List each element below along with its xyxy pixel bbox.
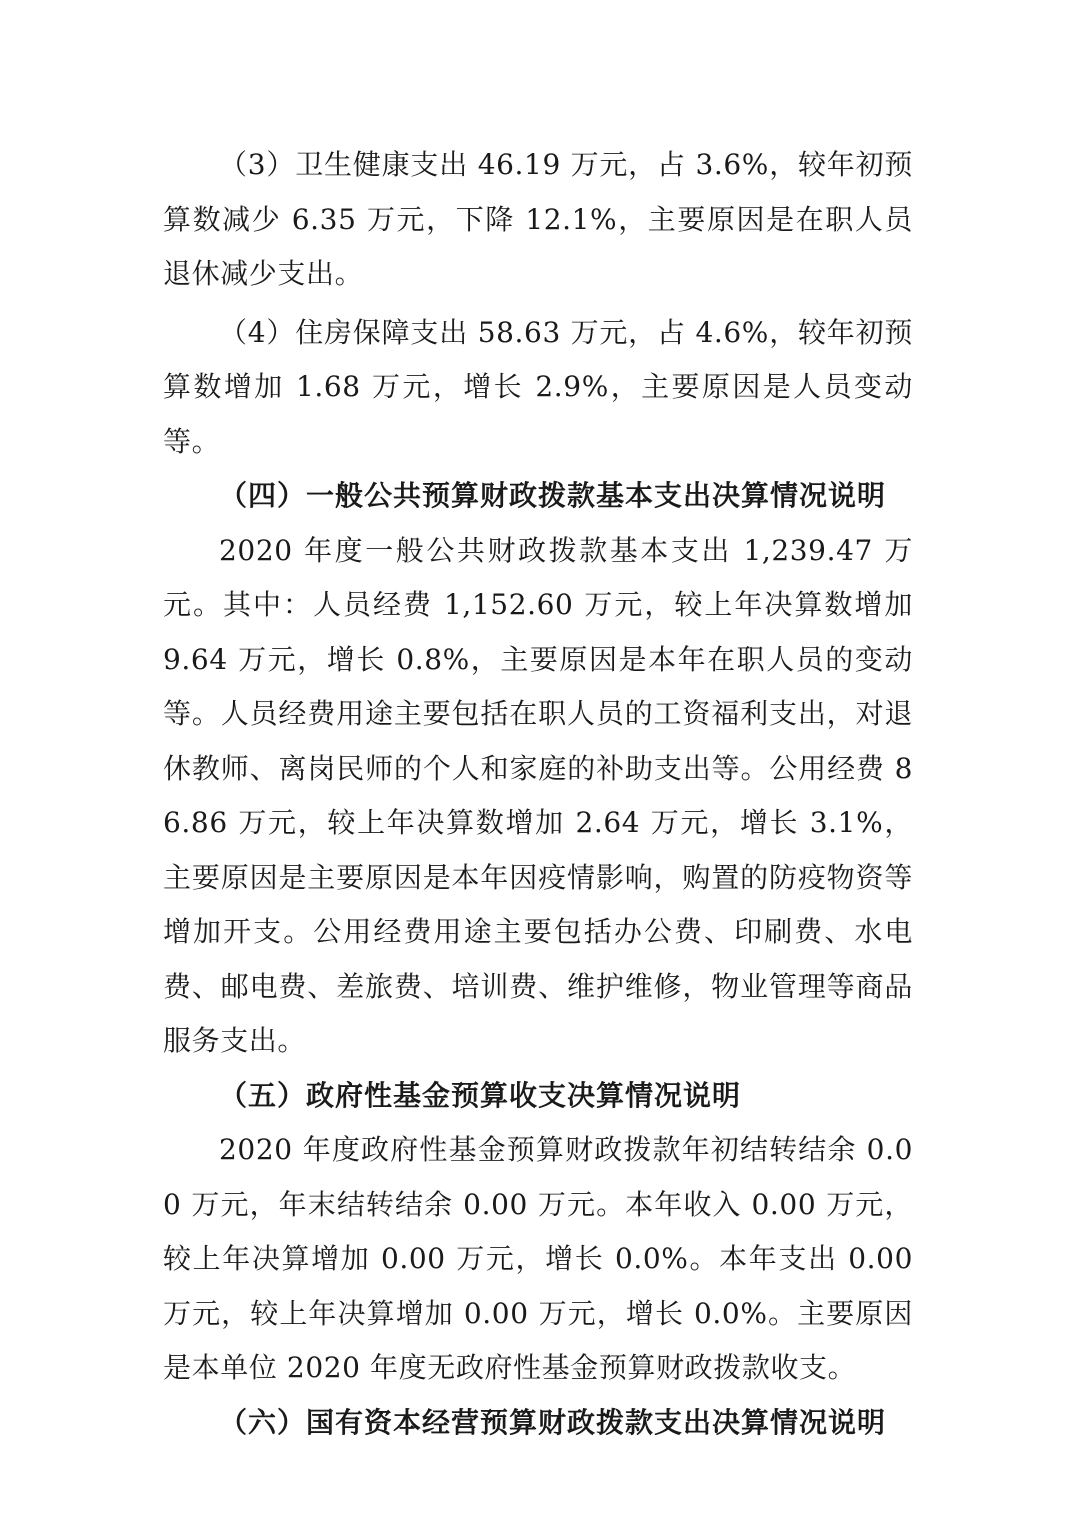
section-heading-6: （六）国有资本经营预算财政拨款支出决算情况说明 [219, 1405, 887, 1439]
paragraph-health-expenditure: （3）卫生健康支出 46.19 万元，占 3.6%，较年初预算数减少 6.35 万元，下降 12.1%，主要原因是在职人员退休减少支出。 [163, 148, 913, 290]
document-page [163, 138, 913, 1450]
paragraph-housing-expenditure: （4）住房保障支出 58.63 万元，占 4.6%，较年初预算数增加 1.68 万元，增长 2.9%，主要原因是人员变动等。 [163, 315, 913, 458]
paragraph-government-fund: 2020 年度政府性基金预算财政拨款年初结转结余 0.00 万元，年末结转结余 0.00 万元。本年收入 0.00 万元，较上年决算增加 0.00 万元，增长 0.0%。本年支出 0.00 万元，较上年决算增加 0.00 万元，增长 0.0%。主要原因是本单位 2020 年度无政府性基金预算财政拨款收支。 [163, 1133, 913, 1384]
section-heading-4: （四）一般公共预算财政拨款基本支出决算情况说明 [219, 479, 887, 512]
section-heading-5: （五）政府性基金预算收支决算情况说明 [219, 1078, 742, 1112]
paragraph-basic-expenditure: 2020 年度一般公共财政拨款基本支出 1,239.47 万元。其中：人员经费 1,152.60 万元，较上年决算数增加 9.64 万元，增长 0.8%，主要原因是本年在职人员的变动等。人员经费用途主要包括在职人员的工资福利支出，对退休教师、离岗民师的个人和家庭的补助支出等。公用经费 86.86 万元，较上年决算数增加 2.64 万元，增长 3.1%，主要原因是主要原因是本年因疫情影响，购置的防疫物资等增加开支。公用经费用途主要包括办公费、印刷费、水电费、邮电费、差旅费、培训费、维护维修，物业管理等商品服务支出。 [163, 533, 913, 1057]
